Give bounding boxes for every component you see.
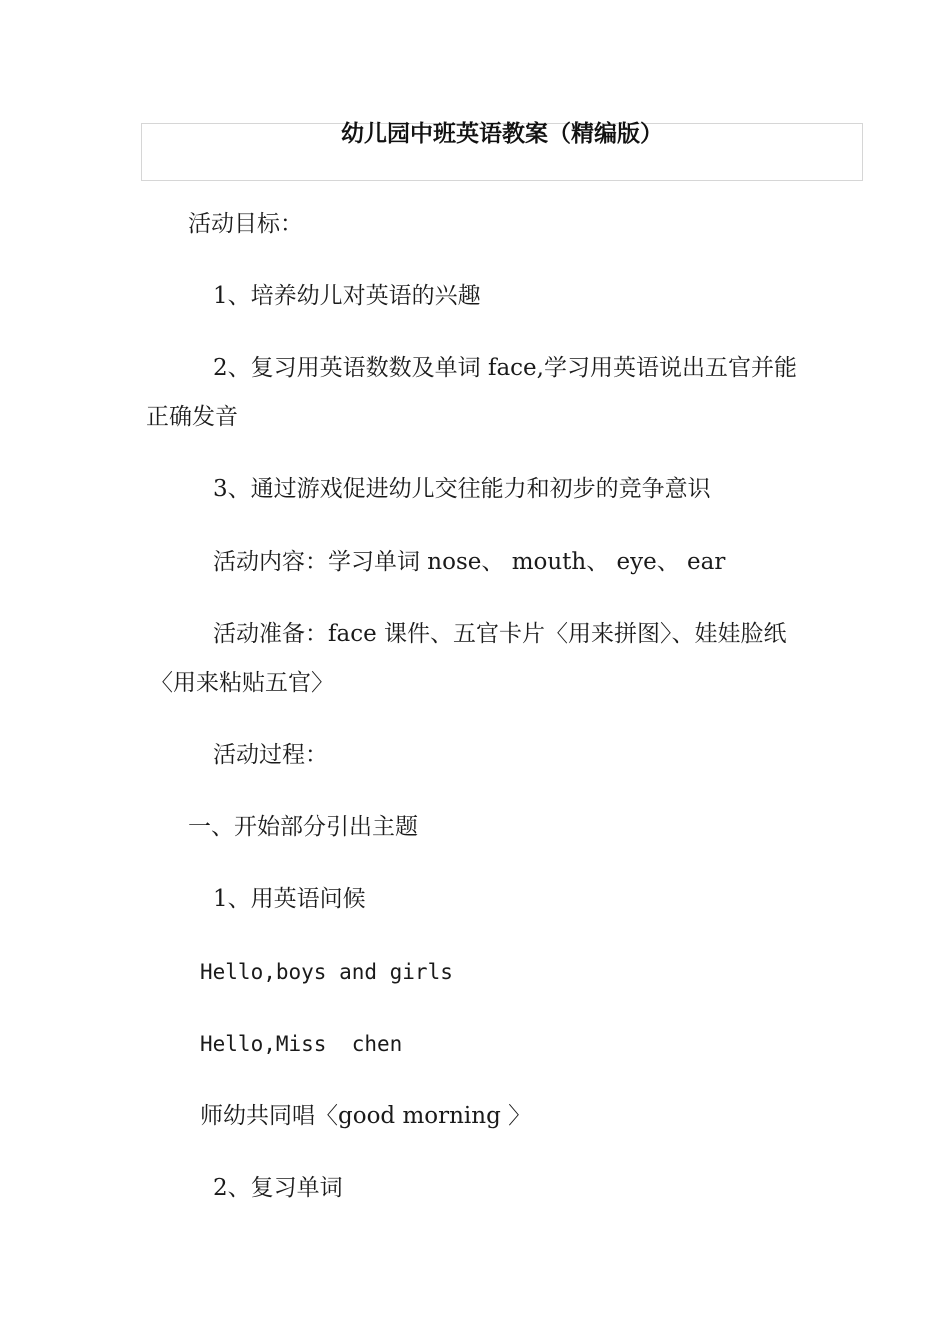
song-line: 师幼共同唱〈good morning 〉 [200,1103,532,1129]
goal-item-3: 3、通过游戏促进幼儿交往能力和初步的竞争意识 [213,476,711,502]
goal-item-1: 1、培养幼儿对英语的兴趣 [213,283,481,309]
document-title: 幼儿园中班英语教案（精编版） [341,121,663,147]
process-step-greeting: 1、用英语问候 [213,886,366,912]
activity-preparation-continued: 〈用来粘贴五官〉 [150,670,334,696]
process-part-1-heading: 一、开始部分引出主题 [188,814,418,840]
section-heading-goals: 活动目标： [188,211,303,237]
activity-preparation: 活动准备：face 课件、五官卡片〈用来拼图〉、娃娃脸纸 [213,621,787,647]
goal-item-2-continued: 正确发音 [146,404,238,430]
title-box [141,123,863,181]
process-step-review: 2、复习单词 [213,1175,343,1201]
activity-content: 活动内容：学习单词 nose、 mouth、 eye、 ear [213,549,726,575]
section-heading-process: 活动过程： [213,742,328,768]
goal-item-2: 2、复习用英语数数及单词 face,学习用英语说出五官并能 [213,355,797,381]
greeting-line-children: Hello,Miss chen [200,1032,403,1056]
greeting-line-teacher: Hello,boys and girls [200,960,453,984]
